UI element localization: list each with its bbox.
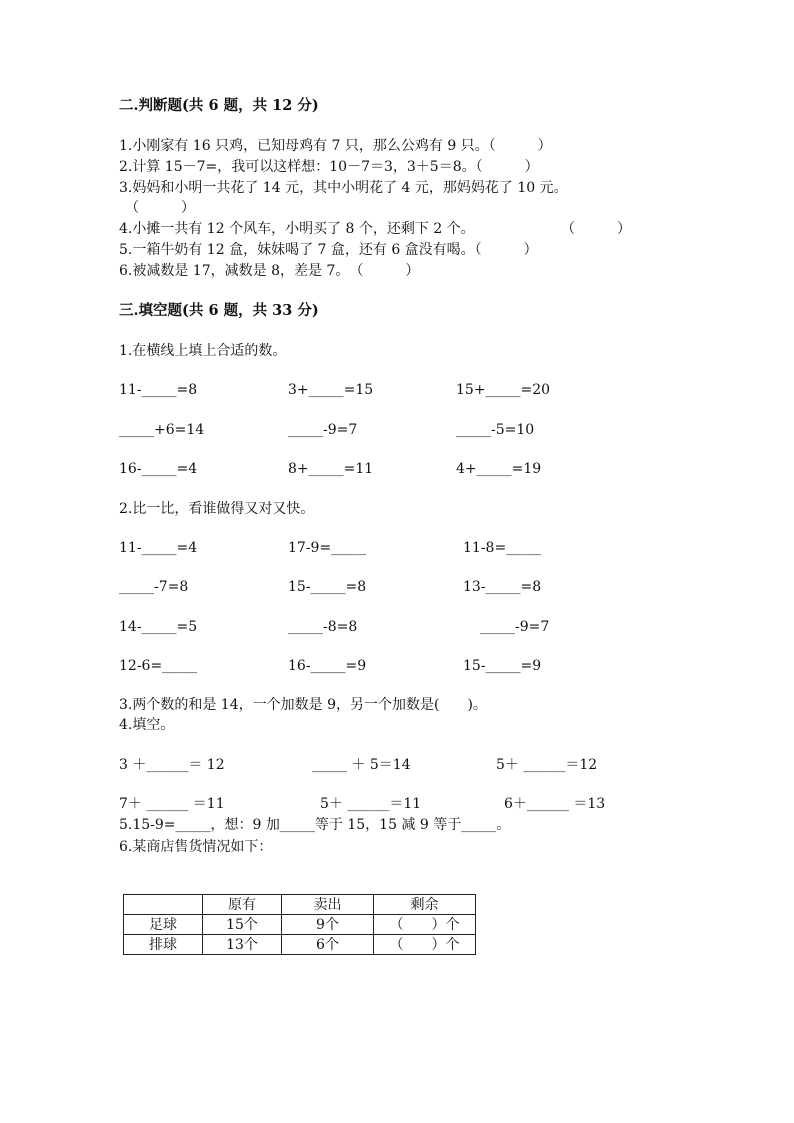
- table-header-row: [124, 895, 476, 915]
- fill-q1-item: 8+_____=11: [288, 461, 374, 477]
- fill-q2-item: 14-_____=5: [119, 619, 198, 635]
- judgment-q5: 5.一箱牛奶有 12 盒，妹妹喝了 7 盒，还有 6 盒没有喝。（ ）: [119, 242, 538, 258]
- fill-q3: 3.两个数的和是 14，一个加数是 9，另一个加数是( )。: [119, 697, 487, 713]
- table-header-cell: 剩余: [374, 895, 476, 915]
- fill-q2-prompt: 2.比一比，看谁做得又对又快。: [119, 501, 315, 517]
- fill-q4-item: 5＋ ______＝12: [496, 757, 598, 773]
- fill-q4-item: 7＋ ______ ＝11: [119, 796, 225, 812]
- table-header-cell: [124, 895, 203, 915]
- table-cell: 6个: [282, 935, 374, 955]
- judgment-q4-bracket: （ ）: [561, 221, 631, 237]
- table-cell: 15个: [203, 915, 282, 935]
- judgment-q4: 4.小摊一共有 12 个风车，小明买了 8 个，还剩下 2 个。: [119, 221, 475, 237]
- judgment-q3: 3.妈妈和小明一共花了 14 元，其中小明花了 4 元，那妈妈花了 10 元。: [119, 180, 568, 196]
- fill-q2-item: 11-8=_____: [463, 540, 542, 556]
- section2-title: 二.判断题(共 6 题，共 12 分): [119, 97, 319, 114]
- fill-q4-item: 3 ＋______＝ 12: [119, 757, 225, 773]
- fill-q2-item: 13-_____=8: [463, 579, 542, 595]
- fill-q4-item: 5＋ ______＝11: [320, 796, 422, 812]
- fill-q5: 5.15-9=_____，想：9 加_____等于 15，15 减 9 等于_____。: [119, 817, 511, 833]
- table-cell: 足球: [124, 915, 203, 935]
- fill-q1-item: _____-9=7: [288, 422, 358, 438]
- fill-q2-item: 16-_____=9: [288, 658, 367, 674]
- fill-q2-item: _____-7=8: [119, 579, 189, 595]
- table-row: [124, 935, 476, 955]
- fill-q1-item: _____+6=14: [119, 422, 205, 438]
- fill-q2-item: _____-8=8: [288, 619, 358, 635]
- fill-q2-item: 15-_____=9: [463, 658, 542, 674]
- judgment-q1: 1.小刚家有 16 只鸡，已知母鸡有 7 只，那么公鸡有 9 只。（ ）: [119, 138, 552, 154]
- judgment-q2: 2.计算 15－7=，我可以这样想：10－7＝3，3＋5＝8。（ ）: [119, 159, 539, 175]
- table-cell: 9个: [282, 915, 374, 935]
- fill-q1-item: 15+_____=20: [456, 382, 551, 398]
- fill-q2-item: _____-9=7: [480, 619, 550, 635]
- fill-q4-item: _____ ＋ 5＝14: [312, 757, 411, 773]
- fill-q4-item: 6＋______ ＝13: [504, 796, 606, 812]
- judgment-q6: 6.被减数是 17，减数是 8，差是 7。 （ ）: [119, 263, 420, 279]
- table-cell: 排球: [124, 935, 203, 955]
- fill-q2-item: 17-9=_____: [288, 540, 367, 556]
- fill-q1-item: _____-5=10: [456, 422, 535, 438]
- judgment-q3-bracket: （ ）: [125, 200, 195, 216]
- table-header-cell: 卖出: [282, 895, 374, 915]
- fill-q2-item: 11-_____=4: [119, 540, 198, 556]
- table-cell: 13个: [203, 935, 282, 955]
- fill-q1-item: 16-_____=4: [119, 461, 198, 477]
- section3-title: 三.填空题(共 6 题，共 33 分): [119, 302, 319, 319]
- fill-q6-prompt: 6.某商店售货情况如下：: [119, 839, 273, 855]
- table-cell: （ ）个: [374, 935, 476, 955]
- fill-q2-item: 12-6=_____: [119, 658, 198, 674]
- table-cell: （ ）个: [374, 915, 476, 935]
- sales-table: [123, 894, 476, 955]
- fill-q2-item: 15-_____=8: [288, 579, 367, 595]
- fill-q1-item: 11-_____=8: [119, 382, 198, 398]
- table-row: [124, 915, 476, 935]
- fill-q1-prompt: 1.在横线上填上合适的数。: [119, 343, 287, 359]
- fill-q1-item: 3+_____=15: [288, 382, 374, 398]
- fill-q1-item: 4+_____=19: [456, 461, 542, 477]
- fill-q4-prompt: 4.填空。: [119, 717, 175, 733]
- table-header-cell: 原有: [203, 895, 282, 915]
